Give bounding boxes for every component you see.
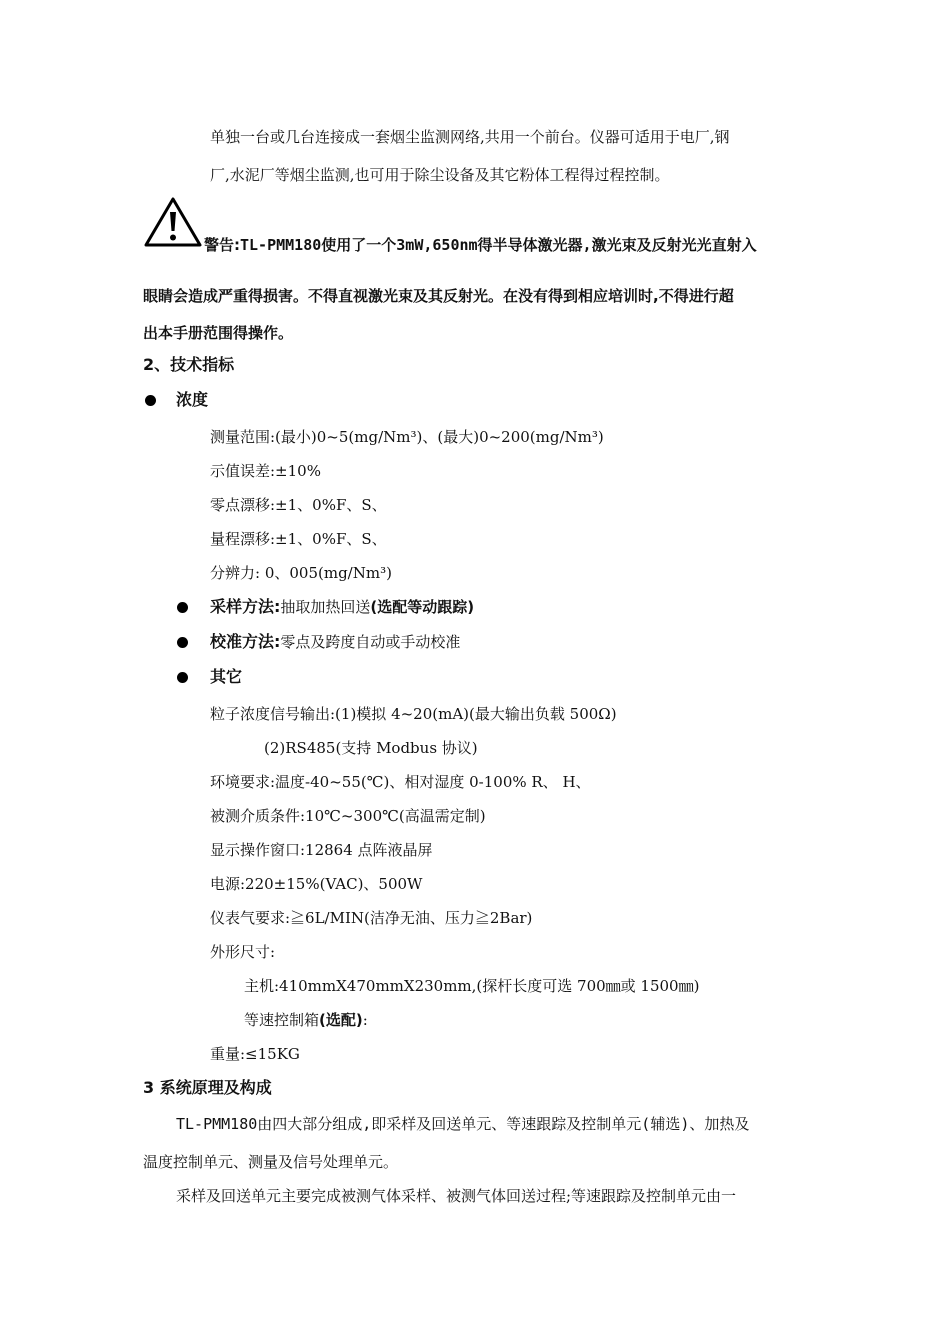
- warning-label: 警告:: [204, 236, 240, 254]
- warning-triangle-icon: [143, 196, 203, 248]
- bullet-icon: [145, 395, 156, 406]
- section-3-p1-line-2: 温度控制单元、测量及信号处理单元。: [143, 1153, 399, 1171]
- section-3-p2-line-1: 采样及回送单元主要完成被测气体采样、被测气体回送过程;等速跟踪及控制单元由一: [176, 1187, 737, 1205]
- other-power: 电源:220±15%(VAC)、500W: [210, 875, 423, 893]
- section-2-heading: 2、技术指标: [143, 355, 235, 374]
- warning-text-1: TL-PMM180使用了一个3mW,650nm得半导体激光器,激光束及反射光光直射入: [240, 236, 757, 254]
- other-display: 显示操作窗口:12864 点阵液晶屏: [210, 841, 433, 859]
- intro-line-1: 单独一台或几台连接成一套烟尘监测网络,共用一个前台。仪器可适用于电厂,钢: [210, 128, 730, 146]
- concentration-item-range: 测量范围:(最小)0~5(mg/Nm³)、(最大)0~200(mg/Nm³): [210, 428, 604, 446]
- control-box-bold: (选配): [319, 1011, 363, 1029]
- other-output-1: 粒子浓度信号输出:(1)模拟 4~20(mA)(最大输出负载 500Ω): [210, 705, 617, 723]
- concentration-item-resolution: 分辨力: 0、005(mg/Nm³): [210, 564, 392, 582]
- other-heading: 其它: [210, 667, 243, 686]
- section-3-p1-line-1: TL-PMM180由四大部分组成,即采样及回送单元、等速跟踪及控制单元(辅选)、加热及: [176, 1115, 750, 1133]
- sampling-value: 抽取加热回送: [280, 598, 371, 616]
- concentration-heading: 浓度: [176, 390, 209, 409]
- calibration-label: 校准方法:: [210, 632, 281, 651]
- bullet-icon: [177, 637, 188, 648]
- control-box-suffix: :: [362, 1011, 368, 1029]
- bullet-icon: [177, 602, 188, 613]
- calibration-value: 零点及跨度自动或手动校准: [280, 633, 461, 651]
- other-output-2: (2)RS485(支持 Modbus 协议): [264, 739, 478, 757]
- concentration-item-span-drift: 量程漂移:±1、0%F、S、: [210, 530, 387, 548]
- calibration-method: [210, 632, 460, 652]
- section-3-heading: 3 系统原理及构成: [143, 1078, 272, 1097]
- warning-line-1: [204, 235, 757, 255]
- other-main-unit: 主机:410mmX470mmX230mm,(探杆长度可选 700㎜或 1500㎜): [244, 977, 700, 995]
- other-air: 仪表气要求:≧6L/MIN(洁净无油、压力≧2Bar): [210, 909, 533, 927]
- sampling-label: 采样方法:: [210, 597, 281, 616]
- other-weight: 重量:≤15KG: [210, 1045, 300, 1063]
- other-dimensions-label: 外形尺寸:: [210, 943, 276, 961]
- control-box-prefix: 等速控制箱: [244, 1011, 320, 1029]
- bullet-icon: [177, 672, 188, 683]
- intro-line-2: 厂,水泥厂等烟尘监测,也可用于除尘设备及其它粉体工程得过程控制。: [210, 166, 670, 184]
- warning-line-2: 眼睛会造成严重得损害。不得直视激光束及其反射光。在没有得到相应培训时,不得进行超: [143, 287, 734, 305]
- concentration-item-zero-drift: 零点漂移:±1、0%F、S、: [210, 496, 387, 514]
- sampling-suffix: (选配等动跟踪): [370, 598, 475, 616]
- other-environment: 环境要求:温度-40~55(℃)、相对湿度 0-100% R、 H、: [210, 773, 591, 791]
- other-medium: 被测介质条件:10℃~300℃(高温需定制): [210, 807, 486, 825]
- other-control-box: [244, 1010, 368, 1030]
- sampling-method: [210, 597, 474, 617]
- concentration-item-error: 示值误差:±10%: [210, 462, 321, 480]
- warning-line-3: 出本手册范围得操作。: [143, 324, 294, 342]
